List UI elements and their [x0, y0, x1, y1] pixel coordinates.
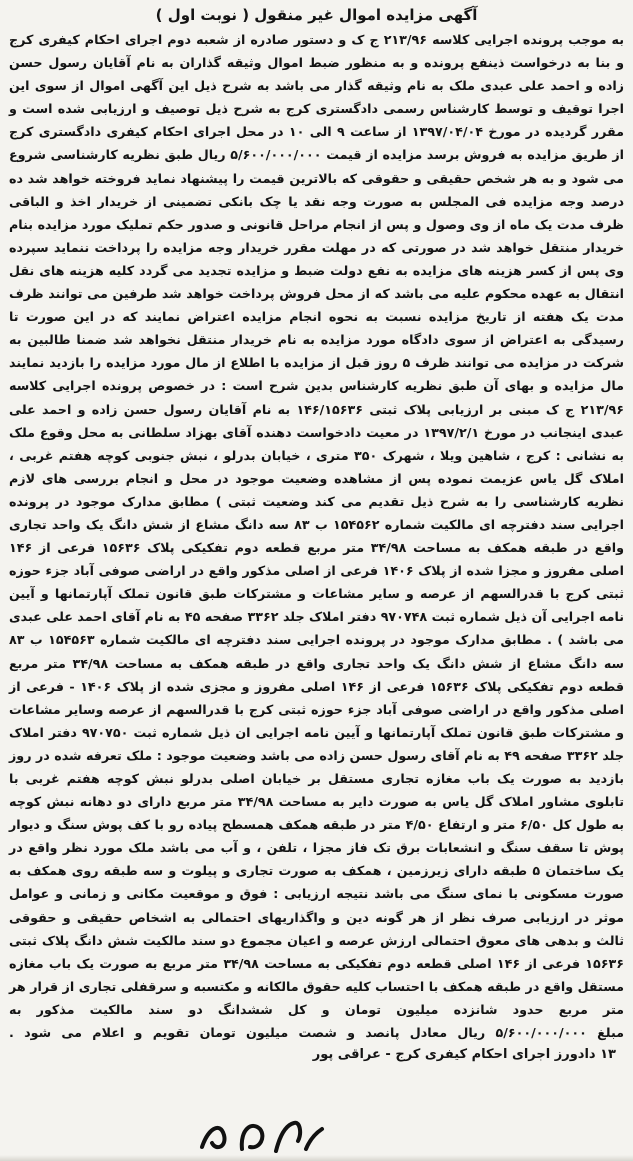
- handwritten-signature-mark: [190, 1099, 330, 1159]
- notice-last-line: مبلغ ۵/۶۰۰/۰۰۰/۰۰۰ ریال معادل پانصد و شصت میلیون تومان تقویم و اعلام می شود .: [9, 1025, 624, 1041]
- notice-signature: ۱۳ دادورز اجرای احکام کیفری کرج - عراقی پور: [312, 1047, 616, 1063]
- notice-body: به موجب پرونده اجرایی کلاسه ۲۱۳/۹۶ ج ک و دستور صادره از شعبه دوم اجرای احکام کیفری کرج و بنا به درخواست ذینفع پرونده و به منظور ضبط اموال وثیقه گذاران به نام آقایان رسول حسن زاده و احمد علی عبدی ملک به نام وثیقه گذار می باشد به شرح ذیل این آگهی اموال از سوی این اجرا توقیف و توسط کارشناس رسمی دادگستری کرج به شرح ذیل توصیف و ارزیابی شده است و مقرر گردیده در مورخ ۱۳۹۷/۰۴/۰۴ از ساعت ۹ الی ۱۰ در محل اجرای احکام کیفری دادگستری کرج از طریق مزایده به فروش برسد مزایده از قیمت ۵/۶۰۰/۰۰۰/۰۰۰ ریال طبق نظریه کارشناسی شروع می شود و به هر شخص حقیقی و حقوقی که بالاترین قیمت را پیشنهاد نماید فروخته خواهد شد ده درصد وجه مزایده فی المجلس به صورت وجه نقد یا چک بانکی تضمینی از خریدار اخذ و الباقی ظرف مدت یک ماه از وی وصول و پس از انجام مراحل قانونی و صدور حکم تملیک مورد مزایده بنام خریدار منتقل خواهد شد در صورتی که در مهلت مقرر خریدار وجه مزایده را پرداخت ننماید سپرده وی پس از کسر هزینه های مزایده به نفع دولت ضبط و مزایده تجدید می گردد کلیه هزینه های نقل انتقال به عهده محکوم علیه می باشد که از محل فروش پرداخت خواهد شد طرفین می توانند ظرف مدت یک هفته از تاریخ مزایده نسبت به نحوه انجام مزایده اعتراض نمایند که در این صورت تا رسیدگی به اعتراض از سوی دادگاه مورد مزایده به نام خریدار منتقل نخواهد شد ضمنا طالبین به شرکت در مزایده می توانند ظرف ۵ روز قبل از مزایده با اطلاع از مال مورد مزایده را بازدید نمایند مال مزایده و بهای آن طبق نظریه کارشناس بدین شرح است : در خصوص پرونده اجرایی کلاسه ۲۱۳/۹۶ ج ک مبنی بر ارزیابی پلاک ثبتی ۱۴۶/۱۵۶۳۶ به نام آقایان رسول حسن زاده و احمد علی عبدی اینجانب در مورخ ۱۳۹۷/۲/۱ در معیت دادخواست دهنده آقای بهزاد سلطانی به محل وقوع ملک به نشانی : کرج ، شاهین ویلا ، شهرک ۳۵۰ متری ، خیابان بدرلو ، نبش جنوبی کوچه هفتم غربی ، املاک گل یاس عزیمت نموده پس از مشاهده وضعیت موجود در محل و انجام بررسی های لازم نظریه کارشناسی را به شرح ذیل تقدیم می کند وضعیت ثبتی ) مطابق مدارک موجود در پرونده اجرایی سند دفترچه ای مالکیت شماره ۱۵۴۵۶۲ ب ۸۳ سه دانگ مشاع از شش دانگ یک واحد تجاری واقع در طبقه همکف به مساحت ۳۴/۹۸ متر مربع قطعه دوم تفکیکی پلاک ۱۵۶۳۶ فرعی از ۱۴۶ اصلی مفروز و مجزا شده از پلاک ۱۴۰۶ فرعی از اصلی مذکور واقع در اراضی صوفی آباد جزء حوزه ثبتی کرج با قدرالسهم از عرصه و سایر مشاعات و مشترکات طبق قانون تملک آپارتمانها و آیین نامه اجرایی آن ذیل شماره ثبت ۹۷۰۷۴۸ دفتر املاک جلد ۳۳۶۲ صفحه ۴۵ به نام آقای احمد علی عبدی می باشد ) . مطابق مدارک موجود در پرونده اجرایی سند دفترچه ای مالکیت شماره ۱۵۴۵۶۳ ب ۸۳ سه دانگ مشاع از شش دانگ یک واحد تجاری واقع در طبقه همکف به مساحت ۳۴/۹۸ متر مربع قطعه دوم تفکیکی پلاک ۱۵۶۳۶ فرعی از ۱۴۶ اصلی مفروز و مجزی شده از پلاک ۱۴۰۶ - فرعی از اصلی مذکور واقع در اراضی صوفی آباد جزء حوزه ثبتی کرج با قدرالسهم از عرصه وسایر مشاعات و مشترکات طبق قانون تملک آپارتمانها و آیین نامه اجرایی ان ذیل شماره ثبت ۹۷۰۷۵۰ دفتر املاک جلد ۳۳۶۲ صفحه ۴۹ به نام آقای رسول حسن زاده می باشد وضعیت موجود : ملک تعرفه شده در روز بازدید به صورت یک باب مغازه تجاری مستقل بر خیابان اصلی بدرلو نبش کوچه هفتم غربی با تابلوی مشاور املاک گل یاس به صورت دایر به مساحت ۳۴/۹۸ متر مربع دارای دو دهانه نبش کوچه به طول کل ۶/۵۰ متر و ارتفاع ۴/۵۰ متر در طبقه همکف همسطح پیاده رو با کف پوش سنگ و دیوار پوش تا سقف سنگ و انشعابات برق تک فاز مجزا ، تلفن ، و آب می باشد ملک مورد نظر واقع در یک ساختمان ۵ طبقه دارای زیرزمین ، همکف به صورت تجاری و پیلوت و سه طبقه روی همکف به صورت مسکونی با نمای سنگ می باشد نتیجه ارزیابی : فوق و موقعیت مکانی و زمانی و عوامل موثر در ارزیابی صرف نظر از هر گونه دین و واگذاریهای احتمالی به اشخاص حقیقی و حقوقی ثالث و بدهی های معوق احتمالی ارزش عرصه و اعیان مجموع دو سند مالکیت شش دانگ پلاک ثبتی ۱۵۶۳۶ فرعی از ۱۴۶ اصلی قطعه دوم تفکیکی به مساحت ۳۴/۹۸ متر مربع به صورت یک باب مغازه مستقل واقع در طبقه همکف با احتساب کلیه حقوق مالکانه و مکتسبه و سرقفلی تجاری از قرار هر متر مربع حدود شانزده میلیون تومان و کل ششدانگ دو سند مالکیت مذکور به: [9, 32, 625, 1017]
- notice-title: آگهی مزایده اموال غیر منقول ( نوبت اول ): [155, 6, 478, 24]
- page-bottom-edge: [0, 1155, 633, 1161]
